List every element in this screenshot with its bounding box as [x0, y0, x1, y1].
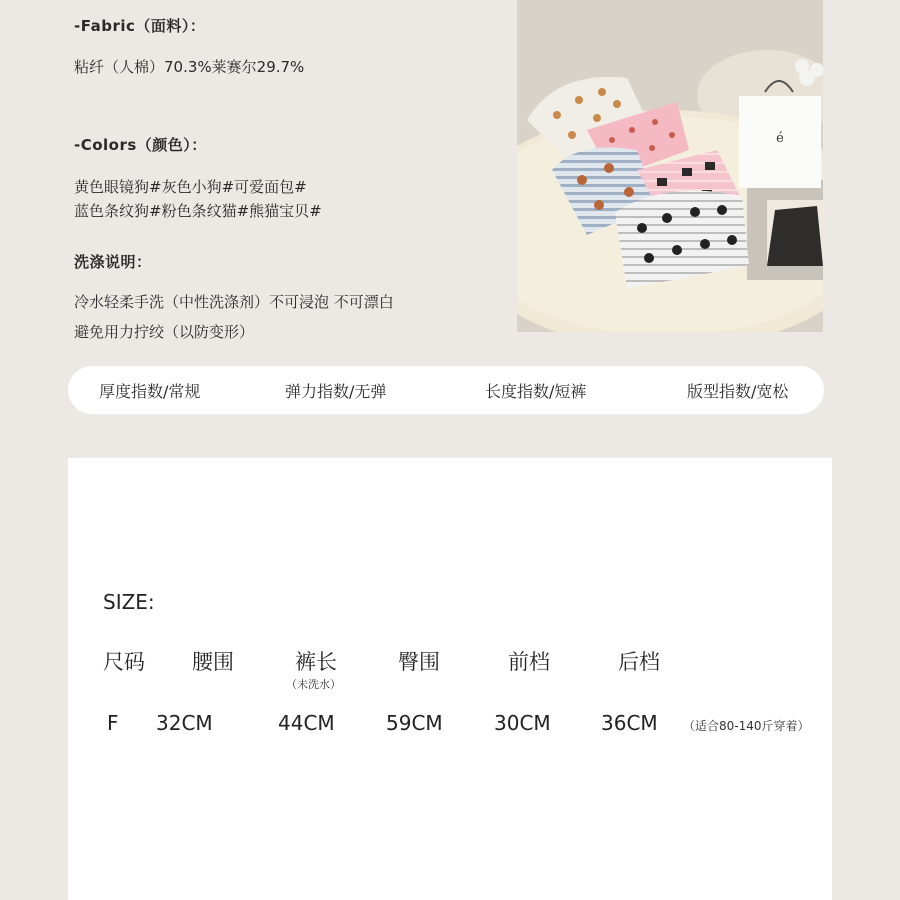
- index-length: 长度指数/短裤: [485, 382, 587, 401]
- index-fit: 版型指数/宽松: [687, 382, 789, 401]
- header-size: 尺码: [103, 650, 145, 674]
- header-hip: 臀围: [398, 650, 440, 674]
- colors-line-2: 蓝色条纹狗#粉色条纹猫#熊猫宝贝#: [74, 202, 322, 220]
- header-front-rise: 前档: [508, 650, 550, 674]
- header-length: 裤长: [295, 650, 337, 674]
- header-back-rise: 后档: [618, 650, 660, 674]
- fabric-value: 粘纤（人棉）70.3%莱赛尔29.7%: [74, 58, 305, 76]
- fit-note: （适合80-140斤穿着）: [683, 719, 810, 733]
- index-thickness: 厚度指数/常规: [99, 382, 201, 401]
- row-back-rise: 36CM: [601, 711, 658, 735]
- row-size: F: [107, 711, 119, 735]
- fabric-heading: -Fabric（面料）：: [74, 17, 206, 35]
- wash-heading: 洗涤说明：: [74, 253, 152, 271]
- index-elasticity: 弹力指数/无弹: [285, 382, 387, 401]
- size-card: [68, 458, 832, 900]
- wash-line-2: 避免用力拧绞（以防变形）: [74, 323, 255, 341]
- product-photo: [517, 0, 823, 332]
- header-waist: 腰围: [192, 650, 234, 674]
- bag-letter: é: [776, 131, 784, 146]
- row-hip: 59CM: [386, 711, 443, 735]
- colors-heading: -Colors（颜色）：: [74, 136, 207, 154]
- row-waist: 32CM: [156, 711, 213, 735]
- shopping-bag: [739, 81, 821, 188]
- row-front-rise: 30CM: [494, 711, 551, 735]
- size-label: SIZE:: [103, 590, 155, 614]
- colors-line-1: 黄色眼镜狗#灰色小狗#可爱面包#: [74, 178, 307, 196]
- length-note: （未洗水）: [286, 678, 341, 691]
- row-length: 44CM: [278, 711, 335, 735]
- wash-line-1: 冷水轻柔手洗（中性洗涤剂）不可浸泡 不可漂白: [74, 293, 394, 311]
- index-bar: [68, 366, 824, 414]
